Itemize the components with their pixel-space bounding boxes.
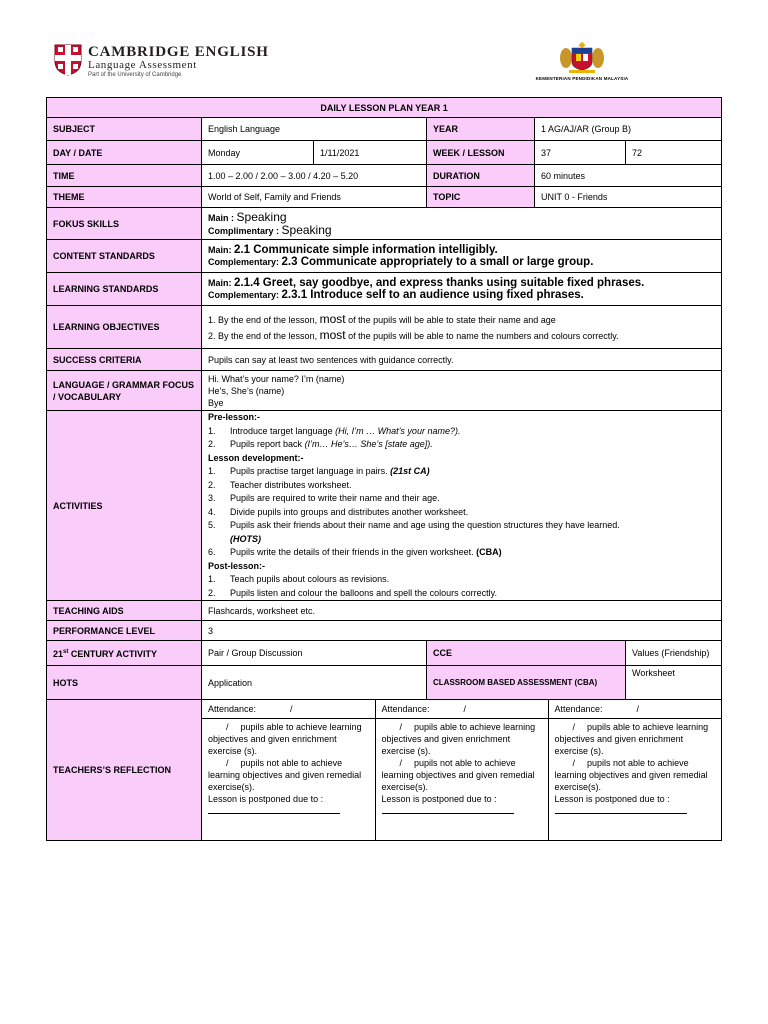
attendance-2: Attendance: /	[375, 700, 548, 718]
lo2-most: most	[319, 327, 346, 342]
cs-comp: 2.3 Communicate appropriately to a small or large group.	[281, 256, 594, 268]
development-item: 1. Pupils practise target language in pairs. (21st CA)	[208, 466, 430, 476]
year-label: YEAR	[427, 118, 535, 141]
ministry-logo	[522, 40, 642, 81]
cambridge-shield-icon	[54, 44, 82, 76]
theme-label: THEME	[47, 187, 202, 208]
lo2-start: 2. By the end of the lesson,	[208, 330, 318, 341]
language-focus-label: LANGUAGE / GRAMMAR FOCUS / VOCABULARY	[47, 371, 202, 411]
reflection-column-2: / pupils able to achieve learning objectives and given enrichment exercise (s). / pupils not able to achieve learning objectives and given remedial exercise(s). Lesson is postponed due to :	[375, 718, 548, 840]
lo1-most: most	[319, 311, 346, 326]
fokus-main-prefix: Main :	[208, 212, 234, 223]
performance-level-label: PERFORMANCE LEVEL	[47, 621, 202, 641]
page-header	[0, 0, 768, 92]
cambridge-title: CAMBRIDGE ENGLISH	[88, 44, 269, 60]
performance-level-value: 3	[202, 621, 722, 641]
cs-comp-prefix: Complementary:	[208, 257, 280, 267]
ministry-name: KEMENTERIAN PENDIDIKAN MALAYSIA	[535, 76, 629, 81]
day-date-label: DAY / DATE	[47, 141, 202, 165]
reflection-value	[202, 700, 722, 841]
cce-label: CCE	[427, 641, 626, 666]
hots-label: HOTS	[47, 666, 202, 700]
post-lesson-item: 1. Teach pupils about colours as revisions.	[208, 574, 390, 584]
date-value: 1/11/2021	[314, 141, 427, 165]
language-focus-value	[202, 371, 722, 411]
reflection-column-1: / pupils able to achieve learning objectives and given enrichment exercise (s). / pupils not able to achieve learning objectives and given remedial exercise(s). Lesson is postponed due to :	[202, 718, 375, 840]
pre-lesson-heading: Pre-lesson:-	[208, 412, 261, 422]
lo1-start: 1. By the end of the lesson,	[208, 314, 318, 325]
ls-comp-prefix: Complementary:	[208, 290, 280, 300]
learning-standards-value	[202, 273, 722, 306]
lesson-plan-table	[46, 97, 722, 841]
cce-value: Values (Friendship)	[626, 641, 722, 666]
teaching-aids-value: Flashcards, worksheet etc.	[202, 601, 722, 621]
learning-objectives-label: LEARNING OBJECTIVES	[47, 306, 202, 349]
attendance-3: Attendance: /	[548, 700, 721, 718]
learning-objectives-value	[202, 306, 722, 349]
time-value: 1.00 – 2.00 / 2.00 – 3.00 / 4.20 – 5.20	[202, 165, 427, 187]
lang-line-2: He’s, She’s (name)	[208, 385, 285, 396]
cs-main-prefix: Main:	[208, 245, 232, 255]
activities-value	[202, 411, 722, 601]
ls-comp: 2.3.1 Introduce self to an audience using fixed phrases.	[281, 289, 584, 301]
fokus-main: Speaking	[236, 209, 287, 224]
development-item: 5. Pupils ask their friends about their name and age using the question structures they have learned. (HOTS)	[208, 520, 620, 544]
development-item: 3. Pupils are required to write their name and their age.	[208, 493, 440, 503]
lo2-end: of the pupils will be able to name the numbers and colours correctly.	[348, 330, 619, 341]
lesson-value: 72	[626, 141, 722, 165]
lesson-development-heading: Lesson development:-	[208, 452, 304, 463]
century-activity-label: 21st CENTURY ACTIVITY	[47, 641, 202, 666]
success-criteria-value: Pupils can say at least two sentences with guidance correctly.	[202, 349, 722, 371]
pre-lesson-item: 1. Introduce target language (Hi, I’m … What’s your name?).	[208, 425, 461, 436]
development-item: 6. Pupils write the details of their friends in the given worksheet. (CBA)	[208, 547, 502, 557]
malaysia-crest-icon	[557, 40, 607, 74]
ls-main-prefix: Main:	[208, 278, 232, 288]
attendance-1: Attendance: /	[202, 700, 375, 718]
cba-value: Worksheet	[626, 666, 722, 700]
subject-label: SUBJECT	[47, 118, 202, 141]
fokus-comp-prefix: Complimentary :	[208, 225, 280, 236]
learning-standards-label: LEARNING STANDARDS	[47, 273, 202, 306]
pre-lesson-item: 2. Pupils report back (I’m… He’s… She’s [state age]).	[208, 439, 433, 449]
cambridge-subtitle: Language Assessment	[88, 59, 197, 71]
century-activity-value: Pair / Group Discussion	[202, 641, 427, 666]
cambridge-note: Part of the University of Cambridge	[88, 72, 182, 78]
theme-value: World of Self, Family and Friends	[202, 187, 427, 208]
cambridge-logo	[54, 44, 269, 80]
day-value: Monday	[202, 141, 314, 165]
fokus-comp: Speaking	[281, 222, 332, 237]
cs-main: 2.1 Communicate simple information intelligibly.	[234, 244, 498, 256]
lang-line-3: Bye	[208, 397, 224, 408]
development-item: 2. Teacher distributes worksheet.	[208, 479, 352, 490]
post-lesson-item: 2. Pupils listen and colour the balloons and spell the colours correctly.	[208, 587, 497, 598]
post-lesson-heading: Post-lesson:-	[208, 560, 266, 571]
fokus-skills-value	[202, 208, 722, 240]
duration-label: DURATION	[427, 165, 535, 187]
lo1-end: of the pupils will be able to state their name and age	[348, 314, 556, 325]
topic-value: UNIT 0 - Friends	[535, 187, 722, 208]
cba-label: CLASSROOM BASED ASSESSMENT (CBA)	[427, 666, 626, 700]
topic-label: TOPIC	[427, 187, 535, 208]
fokus-skills-label: FOKUS SKILLS	[47, 208, 202, 240]
week-lesson-label: WEEK / LESSON	[427, 141, 535, 165]
reflection-label: TEACHERS’S REFLECTION	[47, 700, 202, 841]
teaching-aids-label: TEACHING AIDS	[47, 601, 202, 621]
development-item: 4. Divide pupils into groups and distributes another worksheet.	[208, 506, 469, 517]
content-standards-label: CONTENT STANDARDS	[47, 240, 202, 273]
plan-title: DAILY LESSON PLAN YEAR 1	[47, 98, 722, 118]
activities-label: ACTIVITIES	[47, 411, 202, 601]
ls-main: 2.1.4 Greet, say goodbye, and express thanks using suitable fixed phrases.	[234, 277, 645, 289]
time-label: TIME	[47, 165, 202, 187]
content-standards-value	[202, 240, 722, 273]
lang-line-1: Hi. What’s your name? I’m (name)	[208, 373, 345, 384]
reflection-column-3: / pupils able to achieve learning objectives and given enrichment exercise (s). / pupils not able to achieve learning objectives and given remedial exercise(s). Lesson is postponed due to :	[548, 718, 721, 840]
week-value: 37	[535, 141, 626, 165]
hots-value: Application	[202, 666, 427, 700]
year-value: 1 AG/AJ/AR (Group B)	[535, 118, 722, 141]
subject-value: English Language	[202, 118, 427, 141]
duration-value: 60 minutes	[535, 165, 722, 187]
success-criteria-label: SUCCESS CRITERIA	[47, 349, 202, 371]
